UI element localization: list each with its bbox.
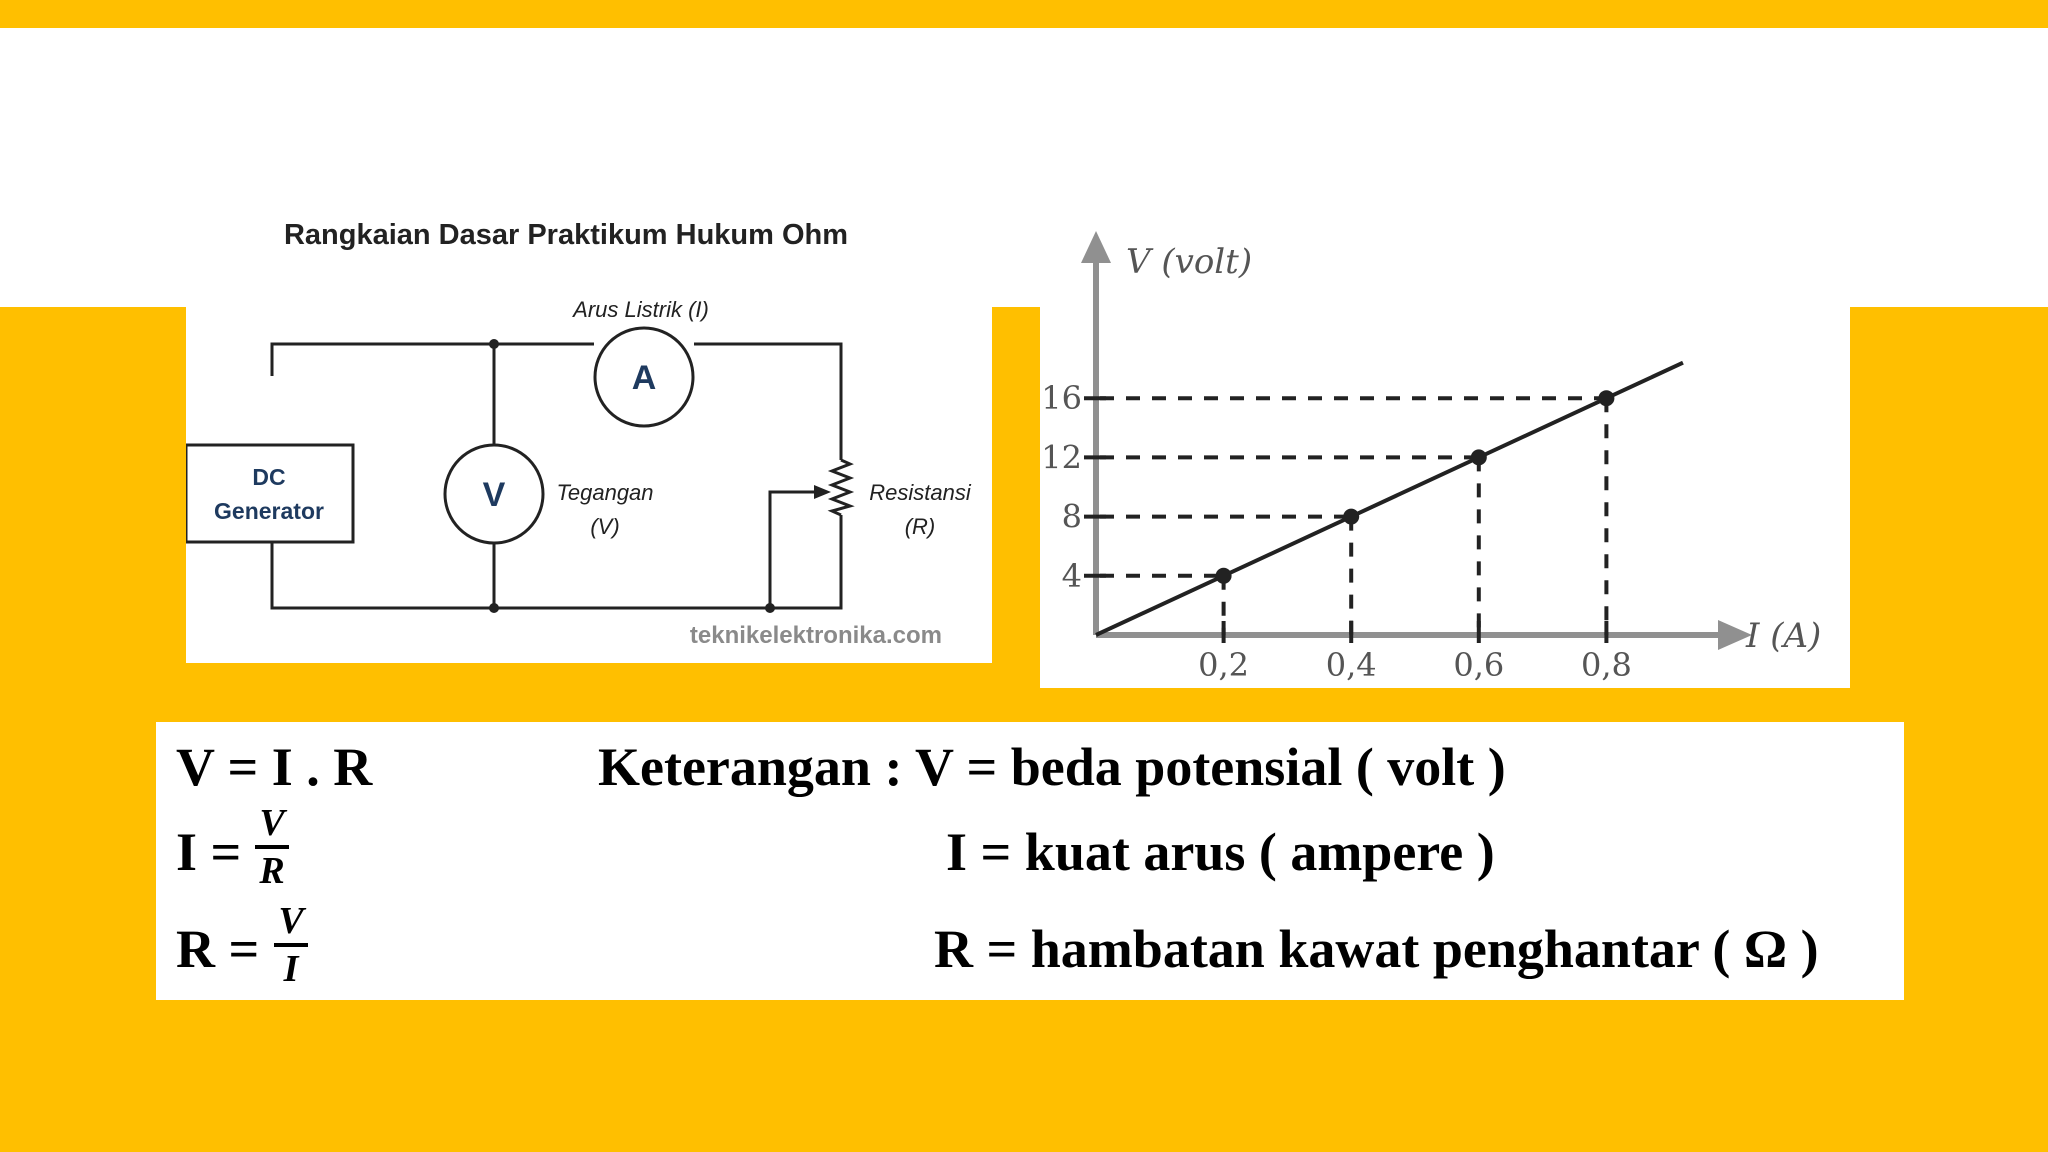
x-tick-label: 0,4 [1325, 646, 1377, 684]
voltmeter-label-2: (V) [590, 514, 620, 539]
y-tick-label: 4 [1061, 556, 1082, 595]
fraction-bar [255, 845, 289, 849]
x-tick-label: 0,8 [1580, 646, 1632, 684]
fraction-numerator: V [278, 900, 304, 942]
formula-panel [156, 722, 1904, 1000]
series-line [1096, 363, 1683, 635]
circuit-diagram [186, 205, 992, 663]
wire-wiper [770, 492, 816, 608]
junction-dot [489, 603, 499, 613]
voltmeter-symbol: V [482, 476, 506, 514]
formula-current-fraction [255, 804, 289, 890]
x-tick-label: 0,2 [1198, 646, 1250, 684]
fraction-denominator: I [283, 948, 299, 990]
x-tick-label: 0,6 [1453, 646, 1505, 684]
y-tick-label: 8 [1061, 497, 1082, 536]
vi-graph [1040, 227, 1850, 688]
resistor-label-1: Resistansi [869, 480, 971, 505]
data-point [1471, 449, 1487, 465]
y-tick-label: 12 [1041, 438, 1082, 477]
data-point [1598, 390, 1614, 406]
circuit-panel [186, 205, 992, 663]
resistor-label-2: (R) [904, 514, 936, 539]
keterangan-v: Keterangan : V = beda potensial ( volt ) [598, 737, 1506, 797]
voltmeter-label-1: Tegangan [556, 480, 654, 505]
graph-panel [1040, 227, 1850, 688]
junction-dot [489, 339, 499, 349]
wiper-arrow [814, 485, 831, 499]
generator-label-1: DC [252, 464, 286, 490]
fraction-numerator: V [259, 802, 285, 844]
generator-label-2: Generator [214, 498, 324, 524]
formula-resistance-fraction [274, 902, 308, 988]
x-axis-title: I (A) [1746, 616, 1822, 656]
fraction-denominator: R [259, 850, 285, 892]
wire-top-right [694, 344, 841, 460]
y-tick-label: 16 [1041, 379, 1082, 418]
watermark: teknikelektronika.com [689, 622, 942, 649]
formula-current-lhs: I = [176, 822, 242, 882]
keterangan-i: I = kuat arus ( ampere ) [946, 822, 1495, 882]
circuit-title: Rangkaian Dasar Praktikum Hukum Ohm [283, 219, 849, 251]
junction-dot [765, 603, 775, 613]
resistor-zigzag [832, 460, 850, 515]
keterangan-r: R = hambatan kawat penghantar ( Ω ) [934, 919, 1819, 979]
y-axis-arrow [1081, 231, 1111, 263]
formula-ohm: V = I . R [176, 737, 373, 797]
ammeter-symbol: A [631, 359, 657, 397]
formula-resistance-lhs: R = [176, 919, 260, 979]
fraction-bar [274, 943, 308, 947]
wire-top-left [272, 344, 594, 376]
data-point [1216, 568, 1232, 584]
dc-generator-box [186, 445, 353, 542]
ammeter-label: Arus Listrik (I) [573, 297, 709, 322]
data-point [1343, 509, 1359, 525]
top-yellow-band [0, 0, 2048, 28]
wire-bottom [272, 515, 841, 608]
y-axis-title: V (volt) [1126, 242, 1253, 282]
